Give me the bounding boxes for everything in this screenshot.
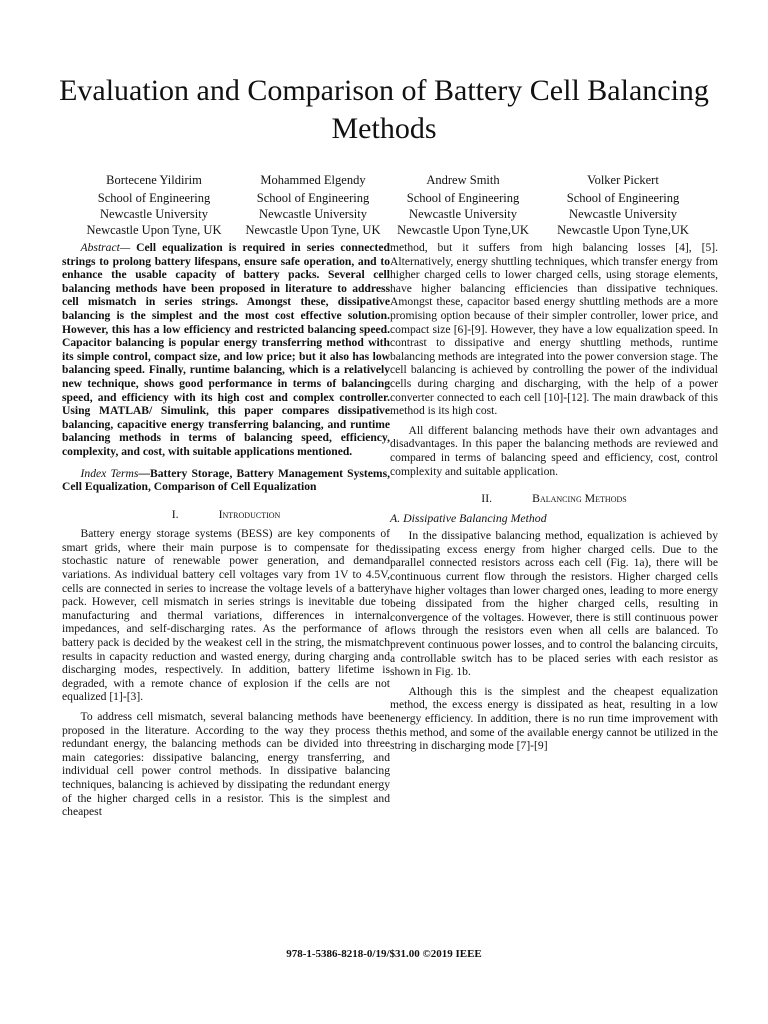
author-school: School of Engineering — [406, 191, 520, 205]
paper-title: Evaluation and Comparison of Battery Cell Balancing Methods — [59, 74, 709, 145]
section-title: Balancing Methods — [532, 491, 627, 506]
paragraph: Battery energy storage systems (BESS) are key components of smart grids, where their main purpose is to compensate for the stochastic nature of renewable power generation, and demand variations. As individual battery cell voltages vary from 1V to 4.5V, cells are connected in series to increase the voltage levels of a battery pack. However, cell mismatch in series strings is inevitable due to manufacturing and thermal variations, differences in internal impedances, and self-discharging rates. As the performance of a battery pack is decided by the weakest cell in the string, the mismatch results in capacity reduction and wasted energy, during charging and discharging modes, respectively. In addition, battery lifetime is degraded, with a remote chance of explosion if the cells are not equalized [1]-[3]. — [62, 527, 390, 704]
author-school: School of Engineering — [97, 191, 211, 205]
author-4 — [538, 172, 708, 238]
subsection-heading: A. Dissipative Balancing Method — [390, 510, 547, 525]
abstract — [62, 241, 390, 459]
section-number: II. — [481, 491, 493, 506]
right-column — [390, 241, 718, 759]
index-terms — [62, 467, 390, 494]
author-school: School of Engineering — [256, 191, 370, 205]
author-city: Newcastle Upon Tyne,UK — [557, 223, 689, 237]
index-terms-text: —Battery Storage, Battery Management Systems, Cell Equalization, Comparison of Cell Equalization — [62, 466, 390, 494]
author-university: Newcastle University — [259, 207, 367, 221]
paragraph: All different balancing methods have their own advantages and disadvantages. In this paper the balancing methods are reviewed and compared in terms of balancing speed and efficiency, cost, control complexity and suitable application. — [390, 423, 718, 478]
author-city: Newcastle Upon Tyne, UK — [86, 223, 222, 237]
author-university: Newcastle University — [100, 207, 208, 221]
abstract-label: Abstract— — [80, 241, 131, 254]
author-university: Newcastle University — [409, 207, 517, 221]
index-terms-label: Index Terms — [80, 466, 139, 480]
paragraph: To address cell mismatch, several balancing methods have been proposed in the literature. According to the way they process the redundant energy, the balancing methods can be divided into three main categories: dissipative balancing, energy transferring, and individual cell power control methods. In dissipative balancing techniques, balancing is achieved by dissipating the redundant energy of the higher charged cells in a resistor. This is the simplest and cheapest — [62, 710, 390, 819]
author-block — [0, 172, 768, 236]
author-city: Newcastle Upon Tyne,UK — [397, 223, 529, 237]
author-3 — [378, 172, 548, 238]
author-university: Newcastle University — [569, 207, 677, 221]
author-name: Mohammed Elgendy — [260, 173, 366, 187]
author-1 — [69, 172, 239, 238]
author-name: Bortecene Yildirim — [106, 173, 202, 187]
author-2 — [228, 172, 398, 238]
abstract-text: Cell equalization is required in series connected strings to prolong battery lifespans, ensure safe operation, and to enhance the usable capacity of battery packs. Several cell balancing methods have been proposed in literature to address cell mismatch in series strings. Amongst these, dissipative balancing is the simplest and the most cost effective solution. However, this has a low efficiency and restricted balancing speed. Capacitor balancing is popular energy transferring method with its simple control, compact size, and low price; but it also has low balancing speed. Finally, runtime balancing, which is a relatively new technique, shows good performance in terms of balancing speed, and efficiency with its high cost and complex controller. Using MATLAB/ Simulink, this paper compares dissipative balancing, capacitive energy transferring balancing, and runtime balancing methods in terms of balancing speed, efficiency, complexity, and cost, with suitable applications mentioned. — [62, 241, 390, 458]
section-heading-introduction — [62, 508, 390, 522]
section-number: I. — [171, 506, 179, 521]
section-title: Introduction — [218, 506, 281, 521]
left-column — [62, 241, 390, 825]
author-city: Newcastle Upon Tyne, UK — [245, 223, 381, 237]
paragraph: Although this is the simplest and the cheapest equalization method, the excess energy is dissipated as heat, resulting in a low energy efficiency. In addition, there is no run time improvement with this method, and some of the available energy cannot be utilized in the string in discharging mode [7]-[9] — [390, 684, 718, 753]
author-name: Andrew Smith — [426, 173, 500, 187]
copyright-footer: 978-1-5386-8218-0/19/$31.00 ©2019 IEEE — [286, 948, 482, 960]
section-heading-balancing-methods — [390, 492, 718, 506]
author-school: School of Engineering — [566, 191, 680, 205]
author-name: Volker Pickert — [587, 173, 659, 187]
paragraph: In the dissipative balancing method, equalization is achieved by dissipating excess energy from higher charged cells. Due to the parallel connected resistors across each cell (Fig. 1a), there will be continuous current flow through the resistors. Higher charged cells have higher voltages than lower charged ones, leading to more energy being dissipated from the higher charged cells, resulting in convergence of the voltages. However, there is still continuous power flows through the resistors even when all cells are balanced. To prevent continuous power losses, and to control the balancing circuits, a controllable switch has to be placed series with each resistor as shown in Fig. 1b. — [390, 529, 718, 679]
paragraph: method, but it suffers from high balancing losses [4], [5]. Alternatively, energy shuttling techniques, which transfer energy from higher charged cells to lower charged cells, using storage elements, have higher balancing efficiencies than dissipative techniques. Amongst these, capacitor based energy shuttling methods are a more promising option because of their simpler controller, lower price, and compact size [6]-[9]. However, they have a low equalization speed. In contrast to dissipative and energy shuttling methods, runtime balancing methods are integrated into the power conversion stage. The cell balancing is achieved by controlling the power of the individual cells during charging and discharging, with the help of a power converter connected to each cell [10]-[12]. The main drawback of this method is its high cost. — [390, 241, 718, 418]
